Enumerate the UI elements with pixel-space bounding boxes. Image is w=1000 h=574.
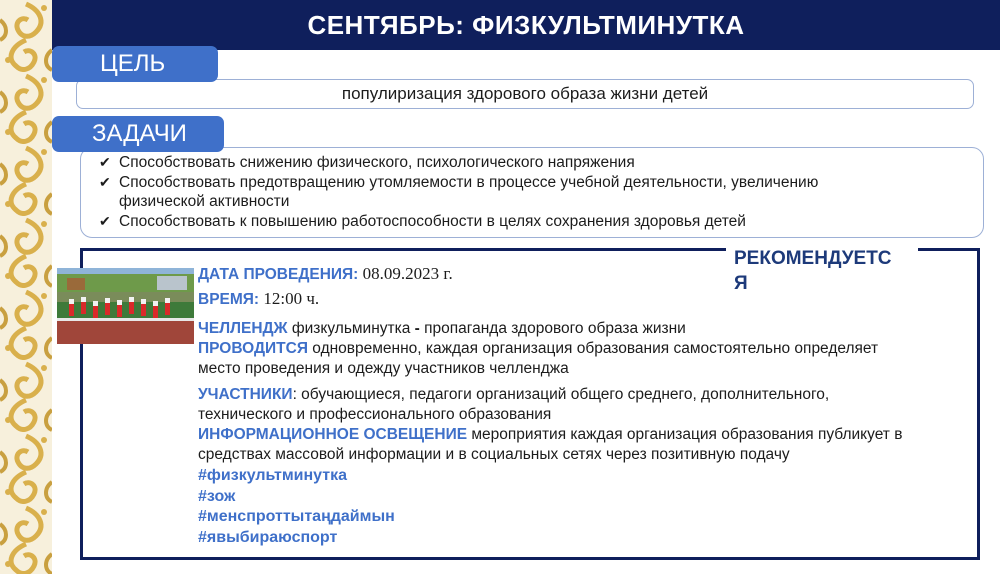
check-icon: ✔: [99, 212, 111, 229]
hashtag[interactable]: #зож: [198, 487, 236, 505]
hashtag[interactable]: #физкультминутка: [198, 467, 347, 484]
task-item: [99, 212, 969, 232]
media-line2: средствах массовой информации и в социальных сетях через позитивную подачу: [198, 446, 790, 463]
task-text: Способствовать предотвращению утомляемости в процессе учебной деятельности, увеличению физической активности: [119, 173, 819, 210]
hashtag[interactable]: #менспроттытаңдаймын: [198, 508, 395, 525]
header-bar: [52, 0, 1000, 50]
ornament-border: [0, 0, 52, 574]
tasks-box: [80, 147, 984, 238]
tasks-tag: [52, 116, 224, 152]
participants-row: [198, 385, 978, 425]
challenge-rest: пропаганда здорового образа жизни: [424, 320, 686, 337]
challenge-label: ЧЕЛЛЕНДЖ: [198, 320, 288, 337]
media-label: ИНФОРМАЦИОННОЕ ОСВЕЩЕНИЕ: [198, 426, 468, 443]
media-row: [198, 425, 978, 465]
tasks-tag-label: ЗАДАЧИ: [92, 120, 187, 147]
challenge-row: [198, 319, 978, 339]
date-value: 08.09.2023 г.: [362, 264, 453, 283]
recommended-heading: РЕКОМЕНДУЕТС Я: [726, 242, 918, 302]
check-icon: ✔: [99, 154, 111, 170]
goal-text: популиризация здорового образа жизни детей: [341, 84, 709, 103]
date-label: ДАТА ПРОВЕДЕНИЯ:: [198, 266, 359, 283]
goal-tag-label: ЦЕЛЬ: [100, 50, 166, 77]
goal-box: [76, 79, 974, 109]
goal-tag: [52, 46, 218, 82]
hashtag[interactable]: #явыбираюспорт: [198, 528, 338, 546]
media-line1: мероприятия каждая организация образования публикует в: [471, 426, 903, 443]
task-text: Способствовать к повышению работоспособности в целях сохранения здоровья детей: [119, 212, 746, 230]
conduct-row: [198, 339, 978, 379]
time-value: 12:00 ч.: [263, 289, 320, 308]
conduct-label: ПРОВОДИТСЯ: [198, 340, 308, 357]
check-icon: ✔: [99, 173, 111, 190]
participants-line2: технического и профессионального образования: [198, 406, 552, 423]
task-text: Способствовать снижению физического, психологического напряжения: [119, 154, 635, 171]
hashtag-list: [198, 466, 978, 548]
participants-line1: : обучающиеся, педагоги организаций общего среднего, дополнительного,: [292, 386, 830, 403]
challenge-dash: -: [414, 320, 420, 337]
conduct-line1: одновременно, каждая организация образования самостоятельно определяет: [312, 340, 879, 357]
page-title: СЕНТЯБРЬ: ФИЗКУЛЬТМИНУТКА: [307, 9, 745, 40]
event-photo: [57, 268, 194, 344]
time-label: ВРЕМЯ:: [198, 291, 260, 308]
task-item: [99, 153, 969, 173]
task-item: [99, 173, 969, 212]
conduct-line2: место проведения и одежду участников челленджа: [198, 360, 569, 377]
event-details: [198, 264, 978, 548]
challenge-text: физкульминутка: [291, 320, 411, 337]
participants-label: УЧАСТНИКИ: [198, 386, 293, 403]
